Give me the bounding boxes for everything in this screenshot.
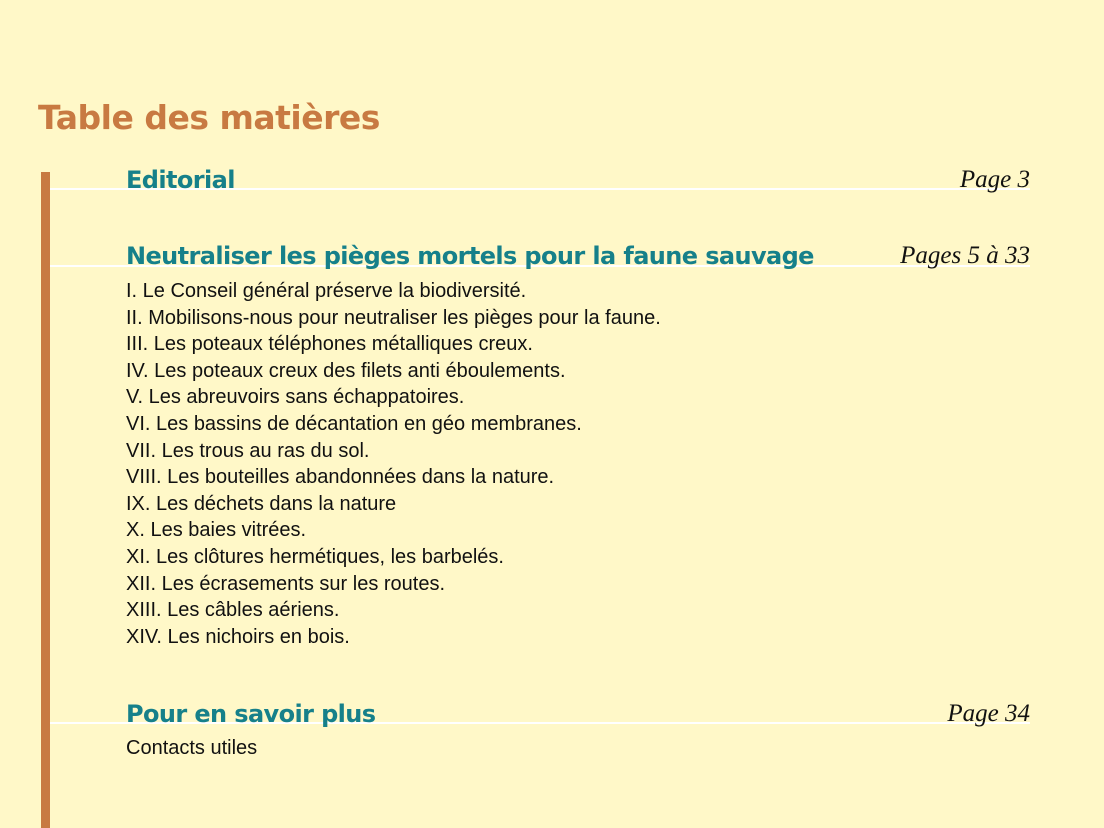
page-reference: Page 3	[959, 166, 1030, 193]
list-item: XIV. Les nichoirs en bois.	[126, 625, 350, 648]
list-item: XIII. Les câbles aériens.	[126, 599, 340, 622]
section-item-list	[126, 278, 661, 650]
list-item: VIII. Les bouteilles abandonnées dans la nature.	[126, 466, 555, 489]
section-title[interactable]: Editorial	[126, 166, 235, 194]
list-item: I. Le Conseil général préserve la biodiversité.	[126, 280, 527, 302]
section-title[interactable]: Pour en savoir plus	[126, 700, 376, 728]
list-item: IV. Les poteaux creux des filets anti éboulements.	[126, 359, 566, 382]
section-item-list	[126, 735, 257, 762]
list-item: XII. Les écrasements sur les routes.	[126, 572, 446, 595]
list-item: III. Les poteaux téléphones métalliques creux.	[126, 333, 533, 356]
side-accent-bar	[41, 172, 50, 828]
list-item: VII. Les trous au ras du sol.	[126, 439, 370, 462]
page-title: Table des matières	[38, 98, 380, 137]
list-item: XI. Les clôtures hermétiques, les barbelés.	[126, 545, 504, 568]
list-item: II. Mobilisons-nous pour neutraliser les pièges pour la faune.	[126, 306, 661, 329]
page-reference: Page 34	[947, 700, 1030, 727]
list-item: Contacts utiles	[126, 737, 258, 759]
page-reference: Pages 5 à 33	[900, 242, 1030, 269]
section-title[interactable]: Neutraliser les pièges mortels pour la faune sauvage	[126, 242, 814, 270]
list-item: VI. Les bassins de décantation en géo membranes.	[126, 412, 582, 435]
list-item: X. Les baies vitrées.	[126, 519, 307, 542]
list-item: IX. Les déchets dans la nature	[126, 492, 397, 515]
list-item: V. Les abreuvoirs sans échappatoires.	[126, 386, 465, 409]
